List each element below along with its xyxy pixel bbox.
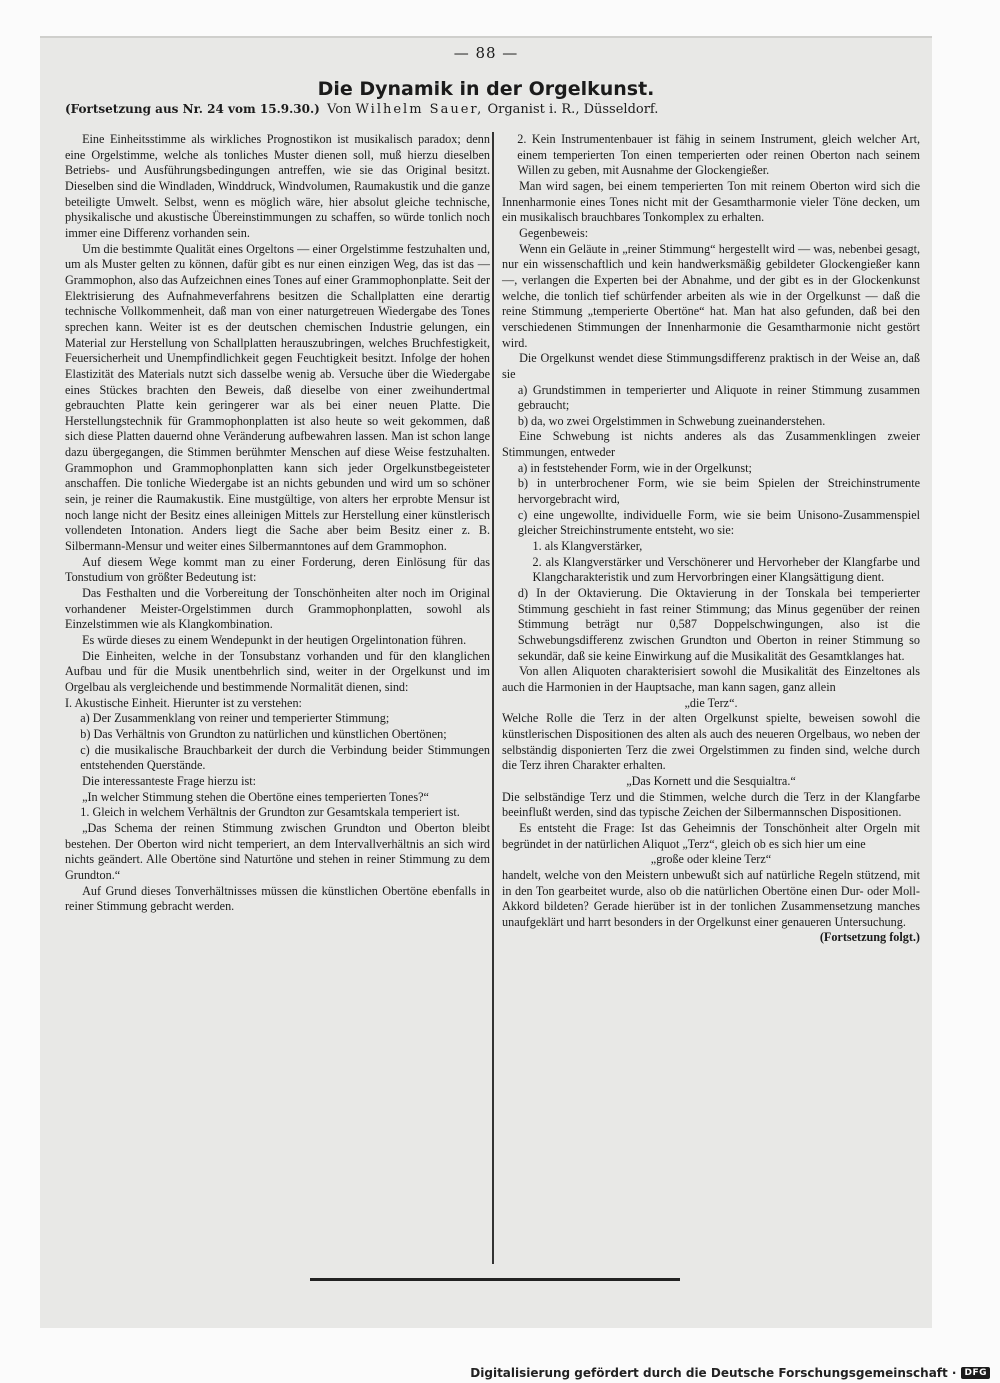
centered-quote: „die Terz“.	[684, 695, 738, 710]
right-column	[502, 132, 920, 946]
quote: „Das Schema der reinen Stimmung zwischen Grundton und Oberton bleibt bestehen. Der Oberton wird nicht temperiert, an dem Intervallverhältnis an sich wird nichts geändert. Alle Obertöne sind Naturtöne und stehen in reiner Stimmung zu dem Grundton.“	[65, 820, 490, 882]
journal-page	[40, 36, 932, 1328]
author-name: Wilhelm Sauer,	[355, 102, 484, 117]
list-item: b) da, wo zwei Orgelstimmen in Schwebung zueinanderstehen.	[517, 413, 826, 428]
list-item: c) die musikalische Brauchbarkeit der durch die Verbindung beider Stimmungen entstehenden Querstände.	[80, 742, 490, 773]
list-item: a) Grundstimmen in temperierter und Aliquote in reiner Stimmung zusammen gebraucht;	[517, 382, 920, 413]
list-item: a) in feststehender Form, wie in der Orgelkunst;	[517, 460, 752, 475]
end-rule	[310, 1278, 680, 1281]
centered-quote: „große oder kleine Terz“	[650, 852, 772, 867]
paragraph: Es würde dieses zu einem Wendepunkt in der heutigen Orgelintonation führen.	[82, 633, 467, 647]
paragraph: Das Festhalten und die Vorbereitung der Tonschönheiten alter noch im Original vorhandener Meister-Orgelstimmen durch Grammophonplatten, sowohl als Einzelstimmen wie als Klangkombination.	[65, 586, 490, 632]
paragraph: Auf Grund dieses Tonverhältnisses müssen die künstlichen Obertöne ebenfalls in reiner Stimmung gebracht werden.	[65, 883, 490, 914]
paragraph: Auf diesem Wege kommt man zu einer Forderung, deren Einlösung für das Tonstudium von größter Bedeutung ist:	[65, 554, 490, 585]
paragraph: Die selbständige Terz und die Stimmen, welche durch die Terz in der Klangfarbe beeinflußt werden, sind das typische Zeichen der Silbermannschen Dispositionen.	[502, 789, 920, 820]
byline-suffix: Organist i. R., Düsseldorf.	[487, 102, 659, 117]
paragraph: Die interessanteste Frage hierzu ist:	[82, 773, 257, 788]
list-item: 1. Gleich in welchem Verhältnis der Grundton zur Gesamtskala temperiert ist.	[80, 805, 460, 820]
list-item: d) In der Oktavierung. Die Oktavierung in der Tonskala bei temperierter Stimmung geschieht in fast reiner Stimmung; das Minus gegenüber der reinen Stimmung beträgt nur 0,587 Doppelschwingungen, also ist die Schwebungsdifferenz zwischen Grundton und Oberton in reiner Stimmung so sekundär, daß sie keine Einwirkung auf die Musikalität des Gesamtklanges hat.	[517, 586, 920, 663]
list-item: b) in unterbrochener Form, wie sie beim Spielen der Streichinstrumente hervorgebracht wird,	[517, 476, 920, 507]
centered-quote: „Das Kornett und die Sesquialtra.“	[626, 773, 796, 788]
digitization-credit	[470, 1366, 990, 1380]
list-item: c) eine ungewollte, individuelle Form, wie sie beim Unisono-Zusammenspiel gleicher Streichinstrumente entsteht, wo sie:	[517, 507, 920, 538]
paragraph: Welche Rolle die Terz in der alten Orgelkunst spielte, beweisen sowohl die künstlerischen Dispositionen des alten als auch des neueren Orgelbaus, wo neben der selbständig disponierten Terz die zwei Orgelstimmen zu finden sind, welche durch die Terz ihren Charakter erhalten.	[502, 711, 920, 773]
sub-list-item: 1. als Klangverstärker,	[532, 539, 643, 554]
dfg-logo: DFG	[961, 1367, 990, 1379]
paragraph: Die Einheiten, welche in der Tonsubstanz vorhanden und für den klanglichen Aufbau und für die Musik unentbehrlich sind, weiter in der Orgelkunst und im Orgelbau als vergleichende und bestimmende Normalität dienen, sind:	[65, 648, 490, 694]
continuation-note: (Fortsetzung aus Nr. 24 vom 15.9.30.)	[65, 102, 320, 116]
section-heading: I. Akustische Einheit. Hierunter ist zu verstehen:	[65, 695, 302, 710]
paragraph: Eine Schwebung ist nichts anderes als das Zusammenklingen zweier Stimmungen, entweder	[502, 429, 920, 460]
paragraph: Eine Einheitsstimme als wirkliches Prognostikon ist musikalisch paradox; denn eine Orgelstimme, welche als tonliches Muster dienen soll, muß hierzu dieselben Betriebs- und Ausführungsbedingungen antreffen, wie sie das Original besitzt. Dieselben sind die Windladen, Winddruck, Windvolumen, Raumakustik und die ganze beteiligte Umwelt. Selbst, wenn es möglich wäre, hier absolut gleiche technische, physikalische und akustische Übereinstimmungen zu schaffen, so würde tonlich noch immer eine Differenz vorhanden sein.	[65, 132, 490, 240]
list-item: b) Das Verhältnis von Grundton zu natürlichen und künstlichen Obertönen;	[80, 726, 447, 741]
paragraph: Man wird sagen, bei einem temperierten Ton mit reinem Oberton wird sich die Innenharmonie eines Tones nicht mit der Gesamtharmonie vieler Töne decken, um ein musikalisch brauchbares Tonkomplex zu erhalten.	[502, 178, 920, 225]
list-item: a) Der Zusammenklang von reiner und temperierter Stimmung;	[80, 711, 390, 726]
paragraph: Es entsteht die Frage: Ist das Geheimnis der Tonschönheit alter Orgeln mit begründet in der natürlichen Aliquot „Terz“, gleich ob es sich hier um eine	[502, 820, 920, 851]
paragraph: Gegenbeweis:	[519, 225, 589, 240]
paragraph: Um die bestimmte Qualität eines Orgeltons — einer Orgelstimme festzuhalten und, um als Muster gelten zu können, dafür gibt es nur einen einzigen Weg, das ist das — Grammophon, also das Aufzeichnen eines Tones auf einer Grammophonplatte. Seit der Elektrisierung des Aufnahmeverfahrens besitzen die Schallplatten eine derartig technische Vollkommenheit, daß man von einer naturgetreuen Wiedergabe des Tones sprechen kann. Weiter ist es der deutschen chemischen Industrie gelungen, ein Material zur Herstellung von Schallplatten herauszubringen, welches Bruchfestigkeit, Feuersicherheit und Unempfindlichkeit gegen Feuchtigkeit besitzt. Infolge der hohen Elastizität des Materials nutzt sich dasselbe wenig ab. Versuche über die Wiedergabe eines Stückes brachten den Beweis, daß dieselbe von einer zweihundertmal gebrauchten Platte kein geringerer war als bei einer neuen Platte. Die Herstellungstechnik für Grammophonplatten ist also heute so weit gekommen, daß sich diese Platten dauernd ohne Veränderung aufbewahren lassen. Man ist schon lange dazu übergegangen, die Stimmen berühmter Menschen auf diese Weise festzuhalten. Grammophon und Grammophonplatten kann sich jeder Orgelkunstbegeisteter anschaffen. Die tonliche Wiedergabe ist an nichts gebunden und wird um so schöner sein, je reiner die Raumakustik. Eine mustgültige, von alters her erprobte Mensur ist noch lange nicht der Besitz eines alleinigen Mittels zur Herstellung einer künstlerisch vollendeten Intonation. Anders liegt die Sache aber beim Besitz einer z. B. Silbermann-Mensur und weiter eines Silbermanntones auf dem Grammophon.	[65, 241, 490, 554]
paragraph: Von allen Aliquoten charakterisiert sowohl die Musikalität des Einzeltones als auch die Harmonien in der Hauptsache, man kann sagen, ganz allein	[502, 664, 920, 694]
sub-list-item: 2. als Klangverstärker und Verschönerer und Hervorheber der Klangfarbe und Klangcharakteristik und zum Hervorbringen einer Klangsättigung dient.	[532, 554, 920, 585]
list-item: 2. Kein Instrumentenbauer ist fähig in seinem Instrument, gleich welcher Art, einem temperierten Ton einen temperierten oder reinen Oberton nach seinem Willen zu geben, mit Ausnahme der Glockengießer.	[517, 132, 920, 178]
quote: „In welcher Stimmung stehen die Obertöne eines temperierten Tones?“	[82, 789, 429, 804]
continuation-footer: (Fortsetzung folgt.)	[819, 930, 920, 945]
page-number: — 88 —	[453, 44, 519, 62]
credit-text: Digitalisierung gefördert durch die Deutsche Forschungsgemeinschaft ·	[470, 1366, 957, 1380]
column-divider	[492, 132, 494, 1264]
paragraph: Wenn ein Geläute in „reiner Stimmung“ hergestellt wird — was, nebenbei gesagt, nur ein wissenschaftlich und kein handwerksmäßig gebildeter Glockengießer kann —, verlangen die Experten bei der Abnahme, und der gibt es in der Glockenkunst welche, die tonlich tief schürfender arbeiten als wie in der Orgelkunst — daß die reine Stimmung „temperierte Obertöne“ hat. Man hat also gefunden, daß bei den verschiedenen Stimmungen der Innenharmonie die Gesamtharmonie nicht gestört wird.	[502, 241, 920, 350]
paragraph: Die Orgelkunst wendet diese Stimmungsdifferenz praktisch in der Weise an, daß sie	[502, 351, 920, 381]
paragraph: handelt, welche von den Meistern unbewußt sich auf natürliche Regeln stützend, mit in den Ton gearbeitet wurde, also ob die natürlichen Obertöne einen Dur- oder Moll-Akkord bildeten? Gerade hierüber ist in der tonlichen Zusammensetzung manches unaufgeklärt und harrt besonders in der Orgelkunst einer genaueren Untersuchung.	[502, 867, 920, 929]
byline	[65, 102, 912, 117]
article-title: Die Dynamik in der Orgelkunst.	[317, 78, 655, 100]
byline-prefix: Von	[327, 102, 352, 117]
author-line	[327, 102, 658, 117]
left-column	[65, 132, 490, 915]
